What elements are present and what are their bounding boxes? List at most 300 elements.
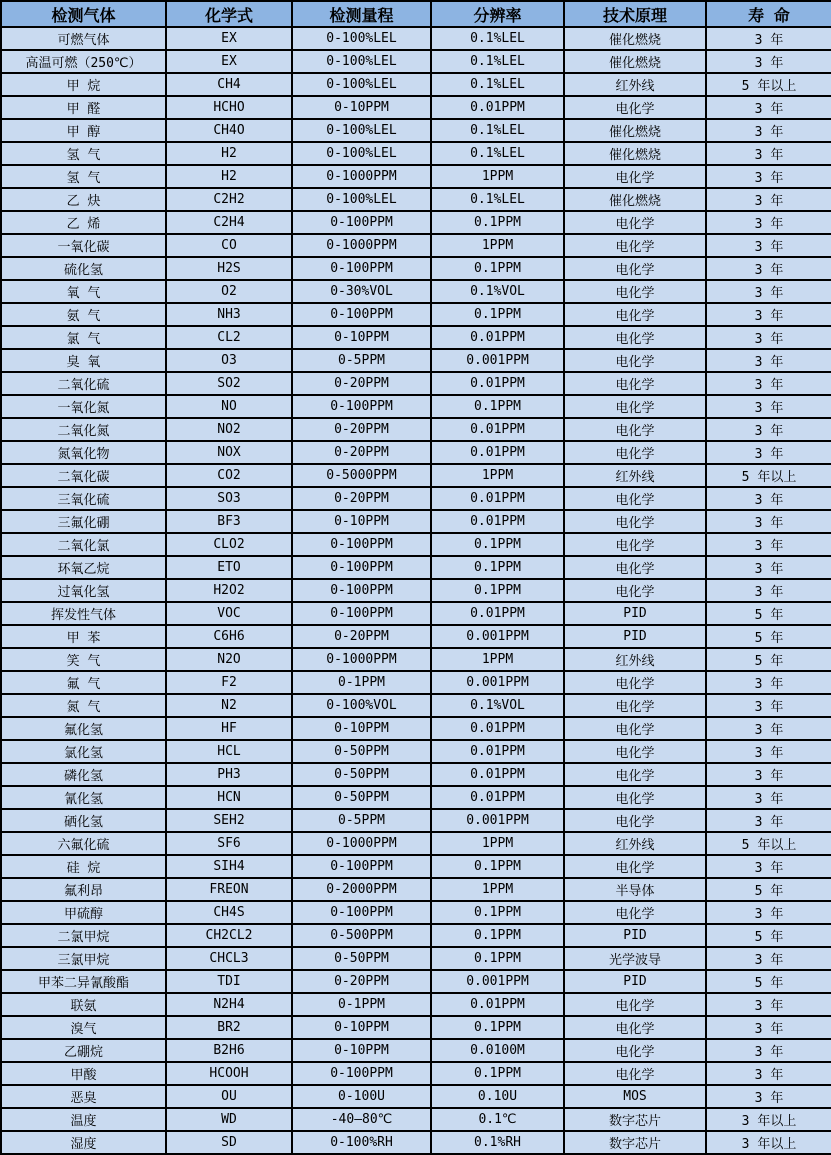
cell-range: 0-1000PPM [292, 165, 431, 188]
cell-lifespan: 3 年 [706, 326, 831, 349]
cell-lifespan: 3 年 [706, 119, 831, 142]
cell-gas: 甲苯二异氰酸酯 [1, 970, 166, 993]
cell-lifespan: 5 年 [706, 878, 831, 901]
cell-resolution: 0.1PPM [431, 579, 564, 602]
cell-lifespan: 5 年以上 [706, 832, 831, 855]
cell-range: 0-2000PPM [292, 878, 431, 901]
cell-gas: 环氧乙烷 [1, 556, 166, 579]
cell-range: 0-10PPM [292, 96, 431, 119]
cell-formula: CO [166, 234, 292, 257]
table-row [1, 671, 831, 694]
cell-range: 0-100PPM [292, 211, 431, 234]
cell-formula: CH4 [166, 73, 292, 96]
cell-gas: 二氧化氮 [1, 418, 166, 441]
cell-lifespan: 3 年 [706, 1016, 831, 1039]
cell-principle: 电化学 [564, 809, 706, 832]
cell-range: 0-20PPM [292, 418, 431, 441]
cell-resolution: 0.1PPM [431, 855, 564, 878]
cell-formula: H2S [166, 257, 292, 280]
cell-gas: 可燃气体 [1, 27, 166, 50]
cell-formula: CO2 [166, 464, 292, 487]
table-row [1, 395, 831, 418]
cell-gas: 甲硫醇 [1, 901, 166, 924]
cell-gas: 氯化氢 [1, 740, 166, 763]
cell-lifespan: 3 年 [706, 579, 831, 602]
cell-principle: 催化燃烧 [564, 188, 706, 211]
cell-resolution: 0.001PPM [431, 809, 564, 832]
cell-range: 0-20PPM [292, 487, 431, 510]
cell-lifespan: 3 年 [706, 487, 831, 510]
cell-range: 0-20PPM [292, 625, 431, 648]
cell-range: 0-100%RH [292, 1131, 431, 1154]
cell-principle: MOS [564, 1085, 706, 1108]
cell-principle: 电化学 [564, 1039, 706, 1062]
cell-range: 0-1PPM [292, 993, 431, 1016]
cell-lifespan: 3 年 [706, 786, 831, 809]
table-row [1, 1016, 831, 1039]
cell-principle: PID [564, 970, 706, 993]
cell-resolution: 0.001PPM [431, 349, 564, 372]
cell-gas: 六氟化硫 [1, 832, 166, 855]
table-header [1, 1, 831, 27]
table-row [1, 855, 831, 878]
table-row [1, 1108, 831, 1131]
cell-lifespan: 3 年 [706, 50, 831, 73]
table-row [1, 556, 831, 579]
cell-principle: 数字芯片 [564, 1131, 706, 1154]
cell-gas: 高温可燃（250℃） [1, 50, 166, 73]
col-header-lifespan: 寿 命 [706, 1, 831, 27]
cell-formula: SIH4 [166, 855, 292, 878]
cell-principle: 电化学 [564, 96, 706, 119]
cell-principle: 电化学 [564, 694, 706, 717]
cell-lifespan: 3 年 [706, 303, 831, 326]
cell-range: 0-50PPM [292, 740, 431, 763]
cell-formula: C6H6 [166, 625, 292, 648]
cell-lifespan: 3 年 [706, 257, 831, 280]
cell-formula: HCN [166, 786, 292, 809]
cell-formula: CH4O [166, 119, 292, 142]
table-row [1, 832, 831, 855]
cell-lifespan: 3 年 [706, 165, 831, 188]
cell-gas: 甲酸 [1, 1062, 166, 1085]
cell-range: 0-100PPM [292, 556, 431, 579]
cell-principle: 电化学 [564, 717, 706, 740]
cell-range: 0-100%LEL [292, 119, 431, 142]
cell-principle: 电化学 [564, 395, 706, 418]
cell-gas: 三氟化硼 [1, 510, 166, 533]
table-row [1, 73, 831, 96]
cell-range: 0-10PPM [292, 510, 431, 533]
cell-formula: TDI [166, 970, 292, 993]
cell-range: 0-10PPM [292, 1039, 431, 1062]
cell-formula: ETO [166, 556, 292, 579]
table-row [1, 533, 831, 556]
cell-principle: PID [564, 924, 706, 947]
cell-lifespan: 3 年 [706, 717, 831, 740]
table-row [1, 740, 831, 763]
cell-resolution: 0.1PPM [431, 395, 564, 418]
table-row [1, 602, 831, 625]
cell-resolution: 0.1PPM [431, 924, 564, 947]
cell-gas: 二氯甲烷 [1, 924, 166, 947]
cell-lifespan: 3 年 [706, 441, 831, 464]
cell-gas: 硅 烷 [1, 855, 166, 878]
cell-principle: 电化学 [564, 349, 706, 372]
cell-lifespan: 3 年以上 [706, 1131, 831, 1154]
table-body [1, 27, 831, 1154]
cell-formula: NO [166, 395, 292, 418]
cell-resolution: 0.01PPM [431, 763, 564, 786]
cell-resolution: 1PPM [431, 464, 564, 487]
cell-lifespan: 3 年 [706, 510, 831, 533]
col-header-resolution: 分辨率 [431, 1, 564, 27]
cell-formula: VOC [166, 602, 292, 625]
cell-gas: 一氧化氮 [1, 395, 166, 418]
cell-resolution: 0.0100M [431, 1039, 564, 1062]
cell-resolution: 0.1PPM [431, 211, 564, 234]
cell-formula: SF6 [166, 832, 292, 855]
cell-formula: NH3 [166, 303, 292, 326]
cell-principle: 电化学 [564, 1062, 706, 1085]
col-header-range: 检测量程 [292, 1, 431, 27]
cell-range: 0-100PPM [292, 579, 431, 602]
cell-formula: CLO2 [166, 533, 292, 556]
cell-principle: 电化学 [564, 671, 706, 694]
cell-gas: 一氧化碳 [1, 234, 166, 257]
cell-formula: SO2 [166, 372, 292, 395]
cell-resolution: 0.1%VOL [431, 694, 564, 717]
cell-resolution: 0.1PPM [431, 556, 564, 579]
cell-lifespan: 3 年 [706, 1062, 831, 1085]
cell-formula: HCHO [166, 96, 292, 119]
col-header-formula: 化学式 [166, 1, 292, 27]
cell-lifespan: 3 年 [706, 740, 831, 763]
cell-range: 0-100%VOL [292, 694, 431, 717]
cell-resolution: 0.01PPM [431, 487, 564, 510]
cell-gas: 甲 烷 [1, 73, 166, 96]
cell-gas: 甲 醇 [1, 119, 166, 142]
cell-principle: 电化学 [564, 533, 706, 556]
cell-range: 0-10PPM [292, 326, 431, 349]
cell-resolution: 0.1PPM [431, 533, 564, 556]
cell-principle: 催化燃烧 [564, 27, 706, 50]
cell-range: 0-20PPM [292, 970, 431, 993]
cell-principle: 电化学 [564, 234, 706, 257]
table-row [1, 211, 831, 234]
cell-range: 0-1000PPM [292, 832, 431, 855]
cell-range: 0-50PPM [292, 786, 431, 809]
cell-range: 0-100PPM [292, 303, 431, 326]
cell-principle: 电化学 [564, 740, 706, 763]
cell-formula: WD [166, 1108, 292, 1131]
cell-gas: 甲 醛 [1, 96, 166, 119]
cell-gas: 氨 气 [1, 303, 166, 326]
cell-resolution: 0.01PPM [431, 326, 564, 349]
cell-formula: OU [166, 1085, 292, 1108]
cell-gas: 硫化氢 [1, 257, 166, 280]
cell-resolution: 0.1%VOL [431, 280, 564, 303]
cell-resolution: 0.1%LEL [431, 142, 564, 165]
cell-range: 0-100PPM [292, 395, 431, 418]
cell-resolution: 0.01PPM [431, 740, 564, 763]
cell-range: 0-100%LEL [292, 73, 431, 96]
col-header-principle: 技术原理 [564, 1, 706, 27]
cell-formula: CH2CL2 [166, 924, 292, 947]
cell-range: 0-100%LEL [292, 27, 431, 50]
cell-gas: 二氧化硫 [1, 372, 166, 395]
cell-lifespan: 3 年 [706, 671, 831, 694]
cell-range: -40—80℃ [292, 1108, 431, 1131]
cell-principle: 电化学 [564, 855, 706, 878]
cell-formula: O2 [166, 280, 292, 303]
cell-resolution: 0.001PPM [431, 970, 564, 993]
cell-gas: 湿度 [1, 1131, 166, 1154]
cell-principle: 半导体 [564, 878, 706, 901]
cell-gas: 乙 烯 [1, 211, 166, 234]
cell-gas: 联氨 [1, 993, 166, 1016]
table-row [1, 372, 831, 395]
cell-resolution: 0.1PPM [431, 257, 564, 280]
cell-range: 0-1000PPM [292, 234, 431, 257]
table-row [1, 809, 831, 832]
cell-principle: 催化燃烧 [564, 119, 706, 142]
table-row [1, 234, 831, 257]
cell-gas: 三氧化硫 [1, 487, 166, 510]
cell-lifespan: 3 年 [706, 947, 831, 970]
cell-formula: H2 [166, 165, 292, 188]
cell-resolution: 0.01PPM [431, 372, 564, 395]
table-row [1, 648, 831, 671]
cell-resolution: 0.01PPM [431, 96, 564, 119]
cell-gas: 氯 气 [1, 326, 166, 349]
cell-gas: 氟 气 [1, 671, 166, 694]
cell-principle: PID [564, 625, 706, 648]
table-row [1, 349, 831, 372]
cell-formula: HCL [166, 740, 292, 763]
cell-principle: 电化学 [564, 418, 706, 441]
cell-range: 0-20PPM [292, 372, 431, 395]
table-row [1, 579, 831, 602]
cell-range: 0-10PPM [292, 717, 431, 740]
cell-principle: 红外线 [564, 73, 706, 96]
cell-lifespan: 3 年 [706, 142, 831, 165]
cell-resolution: 0.01PPM [431, 786, 564, 809]
cell-lifespan: 5 年 [706, 602, 831, 625]
cell-formula: NO2 [166, 418, 292, 441]
cell-range: 0-10PPM [292, 1016, 431, 1039]
cell-resolution: 1PPM [431, 165, 564, 188]
cell-resolution: 1PPM [431, 648, 564, 671]
cell-gas: 臭 氧 [1, 349, 166, 372]
cell-resolution: 0.1%RH [431, 1131, 564, 1154]
cell-gas: 氢 气 [1, 165, 166, 188]
table-row [1, 441, 831, 464]
cell-resolution: 0.1℃ [431, 1108, 564, 1131]
cell-formula: FREON [166, 878, 292, 901]
cell-formula: C2H2 [166, 188, 292, 211]
cell-resolution: 0.01PPM [431, 418, 564, 441]
cell-principle: 催化燃烧 [564, 142, 706, 165]
cell-formula: SD [166, 1131, 292, 1154]
cell-gas: 氧 气 [1, 280, 166, 303]
table-row [1, 993, 831, 1016]
cell-formula: H2 [166, 142, 292, 165]
cell-resolution: 0.01PPM [431, 993, 564, 1016]
cell-formula: BR2 [166, 1016, 292, 1039]
cell-lifespan: 5 年 [706, 625, 831, 648]
table-row [1, 625, 831, 648]
cell-resolution: 0.1%LEL [431, 73, 564, 96]
cell-formula: CHCL3 [166, 947, 292, 970]
cell-principle: 电化学 [564, 487, 706, 510]
cell-lifespan: 3 年 [706, 556, 831, 579]
cell-range: 0-1000PPM [292, 648, 431, 671]
cell-formula: SO3 [166, 487, 292, 510]
cell-lifespan: 3 年 [706, 395, 831, 418]
cell-resolution: 1PPM [431, 832, 564, 855]
cell-formula: SEH2 [166, 809, 292, 832]
cell-principle: 红外线 [564, 464, 706, 487]
cell-resolution: 0.1PPM [431, 901, 564, 924]
cell-range: 0-30%VOL [292, 280, 431, 303]
cell-lifespan: 3 年 [706, 809, 831, 832]
cell-principle: 电化学 [564, 211, 706, 234]
table-row [1, 257, 831, 280]
table-row [1, 418, 831, 441]
cell-lifespan: 5 年以上 [706, 464, 831, 487]
cell-lifespan: 5 年以上 [706, 73, 831, 96]
cell-gas: 氟化氢 [1, 717, 166, 740]
cell-gas: 过氧化氢 [1, 579, 166, 602]
cell-lifespan: 3 年 [706, 349, 831, 372]
cell-formula: HCOOH [166, 1062, 292, 1085]
table-row [1, 188, 831, 211]
cell-gas: 挥发性气体 [1, 602, 166, 625]
cell-principle: PID [564, 602, 706, 625]
cell-formula: PH3 [166, 763, 292, 786]
cell-formula: EX [166, 27, 292, 50]
table-row [1, 119, 831, 142]
table-row [1, 142, 831, 165]
cell-gas: 乙 炔 [1, 188, 166, 211]
cell-principle: 电化学 [564, 1016, 706, 1039]
cell-formula: CL2 [166, 326, 292, 349]
cell-range: 0-100U [292, 1085, 431, 1108]
table-row [1, 326, 831, 349]
cell-gas: 氮氧化物 [1, 441, 166, 464]
cell-resolution: 0.1PPM [431, 947, 564, 970]
table-row [1, 763, 831, 786]
cell-range: 0-50PPM [292, 947, 431, 970]
cell-range: 0-5PPM [292, 349, 431, 372]
cell-lifespan: 3 年 [706, 694, 831, 717]
cell-resolution: 0.1%LEL [431, 119, 564, 142]
table-row [1, 878, 831, 901]
table-row [1, 96, 831, 119]
cell-principle: 电化学 [564, 786, 706, 809]
cell-lifespan: 5 年 [706, 970, 831, 993]
cell-gas: 温度 [1, 1108, 166, 1131]
cell-principle: 电化学 [564, 441, 706, 464]
cell-lifespan: 3 年 [706, 96, 831, 119]
cell-range: 0-5000PPM [292, 464, 431, 487]
cell-formula: C2H4 [166, 211, 292, 234]
table-row [1, 1131, 831, 1154]
cell-gas: 磷化氢 [1, 763, 166, 786]
cell-range: 0-100PPM [292, 855, 431, 878]
cell-principle: 光学波导 [564, 947, 706, 970]
cell-lifespan: 5 年 [706, 648, 831, 671]
cell-resolution: 0.01PPM [431, 717, 564, 740]
table-row [1, 970, 831, 993]
table-row [1, 947, 831, 970]
cell-lifespan: 3 年 [706, 993, 831, 1016]
table-row [1, 717, 831, 740]
cell-resolution: 1PPM [431, 878, 564, 901]
cell-resolution: 0.01PPM [431, 602, 564, 625]
cell-principle: 电化学 [564, 372, 706, 395]
table-row [1, 694, 831, 717]
table-row [1, 510, 831, 533]
cell-gas: 乙硼烷 [1, 1039, 166, 1062]
cell-lifespan: 3 年 [706, 418, 831, 441]
cell-lifespan: 3 年以上 [706, 1108, 831, 1131]
table-row [1, 303, 831, 326]
cell-resolution: 0.1PPM [431, 1062, 564, 1085]
cell-range: 0-100PPM [292, 533, 431, 556]
cell-range: 0-50PPM [292, 763, 431, 786]
cell-range: 0-500PPM [292, 924, 431, 947]
cell-resolution: 0.01PPM [431, 441, 564, 464]
cell-resolution: 0.1%LEL [431, 27, 564, 50]
cell-gas: 恶臭 [1, 1085, 166, 1108]
table-row [1, 786, 831, 809]
cell-lifespan: 3 年 [706, 234, 831, 257]
table-row [1, 50, 831, 73]
cell-lifespan: 3 年 [706, 372, 831, 395]
cell-resolution: 0.1PPM [431, 1016, 564, 1039]
cell-principle: 电化学 [564, 556, 706, 579]
cell-formula: F2 [166, 671, 292, 694]
cell-formula: H2O2 [166, 579, 292, 602]
cell-range: 0-100%LEL [292, 50, 431, 73]
cell-formula: N2 [166, 694, 292, 717]
cell-formula: N2O [166, 648, 292, 671]
cell-lifespan: 3 年 [706, 1039, 831, 1062]
cell-resolution: 1PPM [431, 234, 564, 257]
cell-principle: 电化学 [564, 993, 706, 1016]
table-row [1, 280, 831, 303]
table-row [1, 1062, 831, 1085]
cell-gas: 二氧化氯 [1, 533, 166, 556]
cell-gas: 溴气 [1, 1016, 166, 1039]
cell-resolution: 0.001PPM [431, 625, 564, 648]
cell-principle: 电化学 [564, 257, 706, 280]
col-header-gas: 检测气体 [1, 1, 166, 27]
cell-lifespan: 3 年 [706, 188, 831, 211]
cell-range: 0-100PPM [292, 901, 431, 924]
cell-principle: 电化学 [564, 579, 706, 602]
cell-principle: 电化学 [564, 280, 706, 303]
table-row [1, 464, 831, 487]
cell-lifespan: 5 年 [706, 924, 831, 947]
cell-lifespan: 3 年 [706, 855, 831, 878]
cell-gas: 氮 气 [1, 694, 166, 717]
cell-gas: 笑 气 [1, 648, 166, 671]
header-row [1, 1, 831, 27]
table-row [1, 1039, 831, 1062]
